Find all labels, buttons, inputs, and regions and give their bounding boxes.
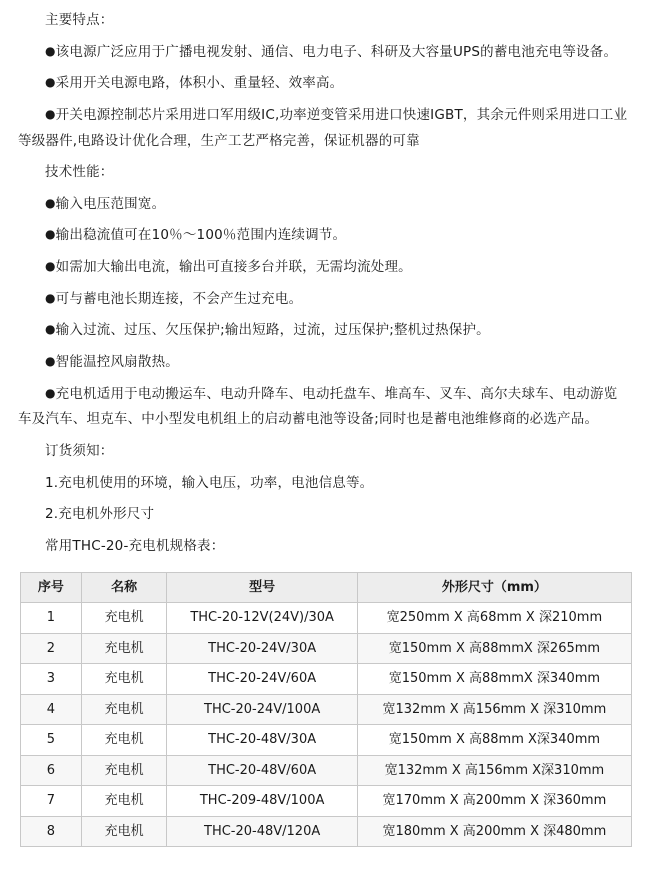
cell-dimensions: 宽132mm X 高156mm X 深310mm (357, 694, 631, 725)
section-heading-performance: 技术性能： (45, 164, 114, 181)
cell-model: THC-20-48V/60A (167, 755, 357, 786)
cell-index: 4 (21, 694, 82, 725)
cell-index: 2 (21, 633, 82, 664)
ordering-item-1: 1.充电机使用的环境，输入电压，功率，电池信息等。 (45, 474, 374, 491)
cell-name: 充电机 (81, 664, 167, 695)
table-row (21, 603, 632, 634)
performance-text: 输入过流、过压、欠压保护;输出短路，过流，过压保护;整机过热保护。 (55, 322, 490, 339)
column-header-model: 型号 (167, 572, 357, 603)
cell-name: 充电机 (81, 725, 167, 756)
table-row (21, 786, 632, 817)
cell-dimensions: 宽150mm X 高88mmX 深265mm (357, 633, 631, 664)
cell-model: THC-20-48V/30A (167, 725, 357, 756)
feature-item (18, 71, 631, 97)
feature-text: 采用开关电源电路，体积小、重量轻、效率高。 (55, 75, 344, 92)
cell-name: 充电机 (81, 633, 167, 664)
performance-text: 输出稳流值可在10％～100％范围内连续调节。 (55, 227, 347, 244)
table-row (21, 725, 632, 756)
cell-model: THC-20-24V/100A (167, 694, 357, 725)
cell-model: THC-209-48V/100A (167, 786, 357, 817)
performance-item (18, 382, 631, 433)
cell-model: THC-20-12V(24V)/30A (167, 603, 357, 634)
bullet-icon: ● (45, 43, 56, 58)
cell-index: 5 (21, 725, 82, 756)
spec-table (20, 572, 632, 848)
cell-index: 7 (21, 786, 82, 817)
table-row (21, 633, 632, 664)
performance-text: 如需加大输出电流，输出可直接多台并联，无需均流处理。 (55, 259, 412, 276)
cell-index: 6 (21, 755, 82, 786)
cell-name: 充电机 (81, 786, 167, 817)
cell-index: 8 (21, 816, 82, 847)
cell-name: 充电机 (81, 694, 167, 725)
table-caption: 常用THC-20-充电机规格表： (45, 537, 225, 554)
performance-item (18, 255, 631, 281)
spec-table-body (21, 603, 632, 847)
section-heading-ordering: 订货须知： (45, 442, 114, 459)
column-header-name: 名称 (81, 572, 167, 603)
cell-model: THC-20-24V/60A (167, 664, 357, 695)
table-header-row (21, 572, 632, 603)
ordering-item-2: 2.充电机外形尺寸 (45, 506, 155, 523)
section-heading-features: 主要特点： (45, 12, 114, 28)
performance-text: 智能温控风扇散热。 (55, 354, 179, 371)
bullet-icon: ● (45, 322, 56, 337)
cell-dimensions: 宽170mm X 高200mm X 深360mm (357, 786, 631, 817)
table-row (21, 694, 632, 725)
bullet-icon: ● (45, 195, 56, 210)
cell-dimensions: 宽250mm X 高68mm X 深210mm (357, 603, 631, 634)
performance-item (18, 192, 631, 218)
cell-index: 3 (21, 664, 82, 695)
performance-item (18, 287, 631, 313)
performance-item (18, 223, 631, 249)
bullet-icon: ● (45, 75, 56, 90)
bullet-icon: ● (45, 385, 56, 400)
bullet-icon: ● (45, 227, 56, 242)
performance-text: 可与蓄电池长期连接，不会产生过充电。 (55, 290, 303, 307)
cell-name: 充电机 (81, 755, 167, 786)
cell-dimensions: 宽150mm X 高88mmX 深340mm (357, 664, 631, 695)
performance-text: 输入电压范围宽。 (55, 195, 166, 212)
table-row (21, 664, 632, 695)
bullet-icon: ● (45, 354, 56, 369)
feature-item (18, 103, 631, 154)
feature-text: 该电源广泛应用于广播电视发射、通信、电力电子、科研及大容量UPS的蓄电池充电等设备。 (55, 43, 618, 60)
column-header-dimensions: 外形尺寸（mm） (357, 572, 631, 603)
cell-index: 1 (21, 603, 82, 634)
feature-item (18, 40, 631, 66)
bullet-icon: ● (45, 290, 56, 305)
cell-model: THC-20-48V/120A (167, 816, 357, 847)
cell-name: 充电机 (81, 603, 167, 634)
cell-dimensions: 宽180mm X 高200mm X 深480mm (357, 816, 631, 847)
cell-model: THC-20-24V/30A (167, 633, 357, 664)
performance-text: 充电机适用于电动搬运车、电动升降车、电动托盘车、堆高车、叉车、高尔夫球车、电动游览车及汽车、坦克车、中小型发电机组上的启动蓄电池等设备;同时也是蓄电池维修商的必选产品。 (18, 385, 618, 428)
cell-name: 充电机 (81, 816, 167, 847)
performance-item (18, 318, 631, 344)
table-row (21, 816, 632, 847)
feature-text: 开关电源控制芯片采用进口军用级IC,功率逆变管采用进口快速IGBT，其余元件则采用进口工业等级器件,电路设计优化合理，生产工艺严格完善，保证机器的可靠 (18, 106, 628, 149)
performance-item (18, 350, 631, 376)
table-row (21, 755, 632, 786)
bullet-icon: ● (45, 259, 56, 274)
spec-table-head (21, 572, 632, 603)
cell-dimensions: 宽132mm X 高156mm X深310mm (357, 755, 631, 786)
cell-dimensions: 宽150mm X 高88mm X深340mm (357, 725, 631, 756)
column-header-index: 序号 (21, 572, 82, 603)
bullet-icon: ● (45, 106, 56, 121)
